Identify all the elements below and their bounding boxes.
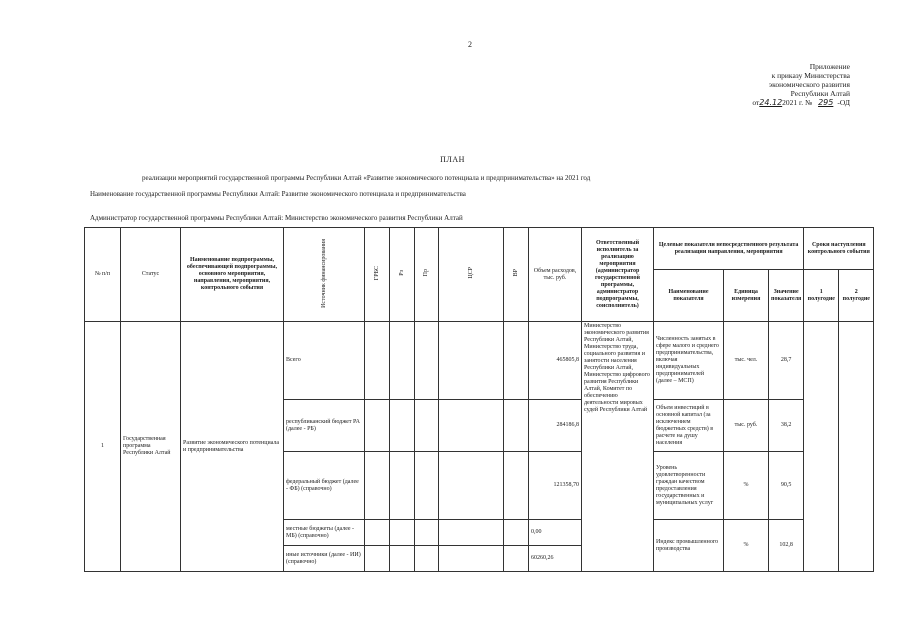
indicator-name: Объем инвестиций в основной капитал (за исключением бюджетных средств) в расчете на душу населения (654, 400, 724, 452)
header-targets: Целевые показатели непосредственного результата реализации направления, мероприятия (654, 228, 804, 270)
appendix-line-2: к приказу Министерства (771, 71, 850, 80)
header-unit: Единица измерения (724, 270, 769, 322)
csr-cell (439, 452, 504, 520)
appendix-line-1: Приложение (809, 62, 850, 71)
csr-cell (439, 322, 504, 400)
header-indicator-name: Наименование показателя (654, 270, 724, 322)
pr-cell (415, 322, 439, 400)
header-half-1: 1 полугодие (804, 270, 839, 322)
header-pr: Пр (415, 228, 439, 322)
pr-cell (415, 520, 439, 546)
csr-cell (439, 400, 504, 452)
header-csr: ЦСР (439, 228, 504, 322)
rz-cell (390, 546, 415, 572)
vr-cell (504, 546, 529, 572)
appendix-date-line: от24.122021 г. № 295 -ОД (752, 98, 850, 107)
indicator-unit: тыс. чел. (724, 322, 769, 400)
header-name: Наименование подпрограммы, обеспечивающей подпрограммы, основного мероприятия, направления, мероприятия, контрольного события (181, 228, 284, 322)
pr-cell (415, 400, 439, 452)
header-value: Значение показателя (769, 270, 804, 322)
half2-cell (839, 322, 874, 572)
row-executor: Министерство экономического развития Республики Алтай, Министерство труда, социального развития и занятости населения Республики Алтай, Министерство цифрового развития Республики Алтай, Комитет по обеспечению деятельности мировых судей Республики Алтай (582, 322, 654, 572)
rz-cell (390, 400, 415, 452)
vr-cell (504, 520, 529, 546)
indicator-unit: % (724, 520, 769, 572)
header-vr: ВР (504, 228, 529, 322)
source-name: местные бюджеты (далее - МБ) (справочно) (284, 520, 365, 546)
indicator-name: Индекс промышленного производства (654, 520, 724, 572)
grbs-cell (365, 520, 390, 546)
vr-cell (504, 400, 529, 452)
document-title: ПЛАН (440, 155, 465, 164)
source-name: республиканский бюджет РА (далее - РБ) (284, 400, 365, 452)
indicator-value: 90,5 (769, 452, 804, 520)
grbs-cell (365, 546, 390, 572)
vr-cell (504, 452, 529, 520)
source-volume: 0,00 (529, 520, 582, 546)
indicator-value: 28,7 (769, 322, 804, 400)
header-grbs: ГРБС (365, 228, 390, 322)
header-source: Источник финансирования (284, 228, 365, 322)
row-num: 1 (85, 322, 121, 572)
appendix-block (700, 62, 850, 107)
source-name: иные источники (далее - ИИ) (справочно) (284, 546, 365, 572)
half1-cell (804, 322, 839, 572)
page-number: 2 (468, 40, 472, 49)
csr-cell (439, 520, 504, 546)
grbs-cell (365, 322, 390, 400)
header-deadlines: Сроки наступления контрольного события (804, 228, 874, 270)
vr-cell (504, 322, 529, 400)
pr-cell (415, 452, 439, 520)
appendix-line-4: Республики Алтай (790, 89, 850, 98)
program-name-line: Наименование государственной программы Республики Алтай: Развитие экономического потенциала и предпринимательства (90, 190, 466, 198)
indicator-value: 38,2 (769, 400, 804, 452)
handwritten-date: 24.12 (759, 98, 783, 107)
header-half-2: 2 полугодие (839, 270, 874, 322)
header-executor: Ответственный исполнитель за реализацию мероприятия (администратор государственной программы, администратор подпрограммы, соисполнитель) (582, 228, 654, 322)
rz-cell (390, 452, 415, 520)
csr-cell (439, 546, 504, 572)
grbs-cell (365, 452, 390, 520)
source-name: федеральный бюджет (далее - ФБ) (справочно) (284, 452, 365, 520)
indicator-unit: тыс. руб. (724, 400, 769, 452)
indicator-name: Уровень удовлетворенности граждан качеством предоставления государственных и муниципальных услуг (654, 452, 724, 520)
indicator-unit: % (724, 452, 769, 520)
document-subtitle: реализации мероприятий государственной программы Республики Алтай «Развитие экономического потенциала и предпринимательства» на 2021 год (142, 174, 591, 182)
appendix-line-3: экономического развития (768, 80, 850, 89)
indicator-value: 102,8 (769, 520, 804, 572)
administrator-line: Администратор государственной программы Республики Алтай: Министерство экономического развития Республики Алтай (90, 214, 463, 222)
source-name: Всего (284, 322, 365, 400)
source-volume: 121358,70 (529, 452, 582, 520)
handwritten-order-number: 295 (818, 98, 834, 107)
pr-cell (415, 546, 439, 572)
header-num: № п/п (85, 228, 121, 322)
header-volume: Объем расходов, тыс. руб. (529, 228, 582, 322)
header-rz: Рз (390, 228, 415, 322)
source-volume: 284186,8 (529, 400, 582, 452)
plan-table (84, 227, 874, 572)
row-status: Государственная программа Республики Алтай (121, 322, 181, 572)
row-name: Развитие экономического потенциала и предпринимательства (181, 322, 284, 572)
indicator-name: Численность занятых в сфере малого и среднего предпринимательства, включая индивидуальных предпринимателей (далее – МСП) (654, 322, 724, 400)
source-volume: 465805,8 (529, 322, 582, 400)
rz-cell (390, 322, 415, 400)
header-status: Статус (121, 228, 181, 322)
rz-cell (390, 520, 415, 546)
source-volume: 60260,26 (529, 546, 582, 572)
grbs-cell (365, 400, 390, 452)
